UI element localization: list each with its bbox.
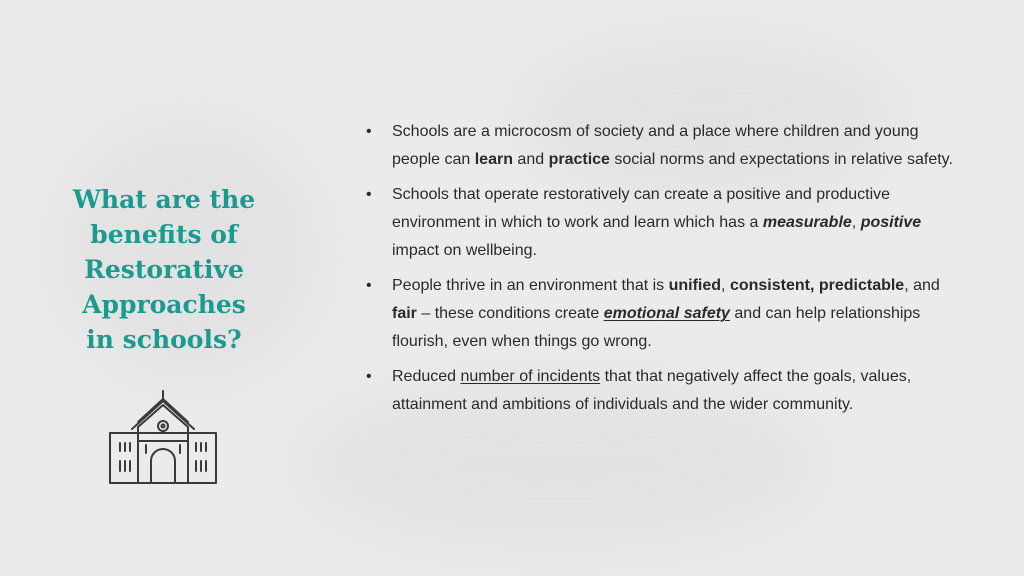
list-item [366, 181, 966, 265]
title-line: benefits of [90, 220, 238, 249]
title-line: What are the [72, 185, 256, 214]
item-text: and [512, 151, 549, 168]
emphasis-text: consistent, predictable [729, 277, 905, 294]
emphasis-text: unified [668, 277, 722, 294]
emphasis-text: emotional safety [603, 305, 730, 322]
item-text: that that negatively affect the goals, values, attainment and ambitions of individuals and the wider community. [392, 368, 912, 413]
bullet-icon: • [366, 368, 372, 385]
item-text: , and [904, 277, 940, 294]
item-text: – these conditions create [416, 305, 604, 322]
title-line: in schools? [86, 325, 242, 354]
item-text: , [851, 214, 861, 231]
school-building-icon [108, 389, 218, 485]
emphasis-text: positive [860, 214, 922, 231]
item-text: Reduced [392, 368, 461, 385]
list-item [366, 272, 966, 356]
emphasis-text: fair [392, 305, 417, 322]
item-text: , [721, 277, 730, 294]
bullet-icon: • [366, 123, 372, 140]
slide-title [48, 182, 280, 357]
emphasis-text: number of incidents [460, 368, 601, 385]
list-item [366, 363, 966, 419]
list-item [366, 118, 966, 174]
item-text: People thrive in an environment that is [392, 277, 669, 294]
item-text: and can help relationships flourish, even when things go wrong. [392, 305, 921, 350]
emphasis-text: practice [548, 151, 610, 168]
bullet-icon: • [366, 186, 372, 203]
item-text: impact on wellbeing. [392, 242, 537, 259]
item-text: Schools are a microcosm of society and a place where children and young people can [392, 123, 919, 168]
benefits-list [366, 118, 966, 426]
title-line: Approaches [82, 290, 246, 319]
item-text: social norms and expectations in relative safety. [609, 151, 953, 168]
emphasis-text: learn [474, 151, 513, 168]
bullet-icon: • [366, 277, 372, 294]
emphasis-text: measurable [762, 214, 852, 231]
item-text: Schools that operate restoratively can create a positive and productive environment in which to work and learn which has a [392, 186, 891, 231]
title-line: Restorative [84, 255, 244, 284]
